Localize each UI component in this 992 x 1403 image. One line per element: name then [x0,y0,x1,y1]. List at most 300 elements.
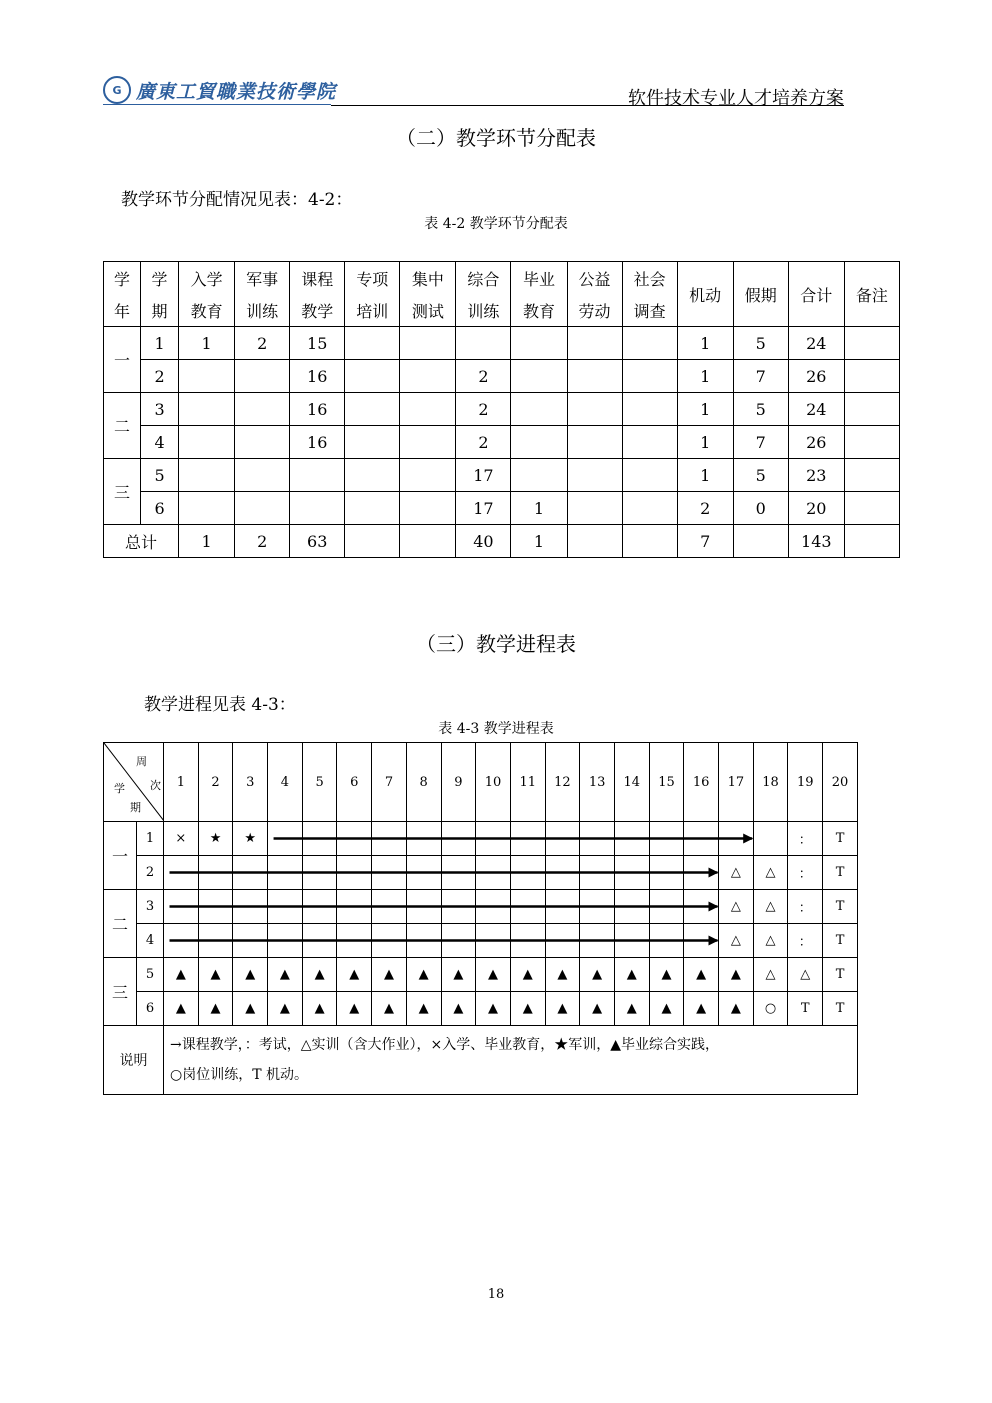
table43-week-header: 15 [649,743,684,822]
table43-term-cell: 2 [137,856,164,890]
table42-cell [567,327,622,360]
table42-cell [844,360,899,393]
table43-cell: △ [753,924,788,958]
logo-underline [103,104,331,105]
table42-header-cell: 社会 [622,262,677,295]
table43-cell [753,822,788,856]
table42-cell [345,492,400,525]
table42-cell: 16 [290,393,345,426]
table42-header-cell: 教育 [511,294,567,327]
table42-header-row-1 [104,262,900,295]
table43-cell: △ [753,958,788,992]
table42-cell [235,393,290,426]
table43-cell: △ [719,890,754,924]
table43-year-cell: 二 [104,890,137,958]
table42-cell [622,393,677,426]
table43-week-header: 12 [545,743,580,822]
table43-week-header: 4 [268,743,303,822]
table43-cell [372,822,407,856]
table42-cell [622,360,677,393]
table42-total-cell: 1 [179,525,235,558]
table42-cell [235,459,290,492]
table43-term-row [104,958,858,992]
table43-cell [302,924,337,958]
table42-caption: 表 4-2 教学环节分配表 [424,216,568,232]
table42-cell [345,327,400,360]
table42-header-cell: 备注 [844,262,899,327]
table42-cell: 2 [456,360,511,393]
table42-cell: 26 [788,426,844,459]
table43-cell: ▲ [510,992,545,1026]
page-header [103,74,844,109]
table42-cell: 1 [511,492,567,525]
table43-cell: ▲ [268,992,303,1026]
table42-cell: 1 [179,327,235,360]
table43-cell: T [823,890,858,924]
table43-cell [233,924,268,958]
table42-row [104,360,900,393]
table43-term-row [104,992,858,1026]
table42-cell [400,393,456,426]
table43-cell [268,924,303,958]
table43-term-cell: 1 [137,822,164,856]
table42-cell [622,426,677,459]
table43-cell: ▲ [302,958,337,992]
table42-cell: 2 [456,426,511,459]
table43-week-header: 8 [406,743,441,822]
table42-cell [400,327,456,360]
table43-cell [268,890,303,924]
table42-header-cell: 综合 [456,262,511,295]
table42-cell: 1 [677,426,733,459]
table43-cell [268,822,303,856]
table43-cell: ★ [233,822,268,856]
table43-cell [476,890,511,924]
table43-cell [441,856,476,890]
table43-cell [441,822,476,856]
table43-cell [164,924,199,958]
table43-cell: ▲ [302,992,337,1026]
table42-cell: 17 [456,492,511,525]
table43-cell: ▲ [476,958,511,992]
table43-cell [337,890,372,924]
table42-header-cell: 调查 [622,294,677,327]
table43-cell: ▲ [268,958,303,992]
table43-week-header: 13 [580,743,615,822]
table43-term-row [104,890,858,924]
document-title: 软件技术专业人才培养方案 [628,88,844,109]
table42-cell: 7 [733,426,788,459]
table43-cell [164,856,199,890]
table42-cell [345,459,400,492]
table42-header-cell: 年 [104,294,141,327]
table42-cell [235,492,290,525]
table43-week-header: 20 [823,743,858,822]
table42-cell: 2 [141,360,179,393]
table43-week-header: 16 [684,743,719,822]
teaching-schedule-table [103,742,858,1095]
table43-cell: ▲ [476,992,511,1026]
table43-cell: ▲ [441,992,476,1026]
table43-cell [302,822,337,856]
table42-total-cell [622,525,677,558]
table43-cell: △ [719,924,754,958]
table42-total-cell [345,525,400,558]
table43-cell: △ [719,856,754,890]
table42-total-cell [567,525,622,558]
table42-cell [511,360,567,393]
table42-cell [567,426,622,459]
table43-cell [476,924,511,958]
table43-cell: ▲ [580,958,615,992]
table42-header-cell: 学 [141,262,179,295]
table43-cell [406,924,441,958]
table43-cell [545,924,580,958]
table42-header-cell: 军事 [235,262,290,295]
table43-cell [406,856,441,890]
table42-cell: 2 [677,492,733,525]
table43-cell: ▲ [198,992,233,1026]
table43-cell [510,924,545,958]
table43-cell: ▲ [372,992,407,1026]
table42-cell: 24 [788,393,844,426]
table42-cell [511,426,567,459]
table43-cell [406,822,441,856]
table43-cell [198,924,233,958]
table43-cell [684,890,719,924]
table42-cell: 23 [788,459,844,492]
table43-cell: ▲ [164,958,199,992]
table42-header-cell: 训练 [235,294,290,327]
table43-cell: ▲ [614,992,649,1026]
table42-cell [511,327,567,360]
table43-cell: T [823,822,858,856]
table43-year-cell: 三 [104,958,137,1026]
table42-cell: 1 [141,327,179,360]
table42-cell [400,459,456,492]
table42-cell: 1 [677,327,733,360]
table43-cell [580,924,615,958]
table43-cell: ▲ [719,958,754,992]
table43-cell: ▲ [406,958,441,992]
table42-total-cell: 7 [677,525,733,558]
table42-cell [290,492,345,525]
table43-cell: △ [753,856,788,890]
table43-cell [614,890,649,924]
table42-cell: 5 [141,459,179,492]
table42-cell [511,393,567,426]
table43-term-cell: 6 [137,992,164,1026]
table43-cell: ▲ [337,992,372,1026]
table43-cell: ： [788,822,823,856]
table43-cell [441,890,476,924]
table42-total-cell [400,525,456,558]
table43-cell [684,924,719,958]
table42-total-cell: 40 [456,525,511,558]
table43-cell: ▲ [441,958,476,992]
table43-cell [233,856,268,890]
table42-header-cell: 课程 [290,262,345,295]
table42-total-cell: 63 [290,525,345,558]
table42-cell: 1 [677,393,733,426]
table43-cell: ▲ [372,958,407,992]
table42-cell [235,360,290,393]
table43-cell: ▲ [545,992,580,1026]
table43-cell: ▲ [719,992,754,1026]
table42-cell [844,393,899,426]
table43-cell: ▲ [649,992,684,1026]
table42-cell [345,393,400,426]
table43-week-header: 3 [233,743,268,822]
table42-cell [400,492,456,525]
table43-cell [233,890,268,924]
table42-cell: 0 [733,492,788,525]
table43-cell: ▲ [649,958,684,992]
table43-cell [198,890,233,924]
table43-cell [684,822,719,856]
table42-header-cell: 学 [104,262,141,295]
table42-total-cell [733,525,788,558]
table43-cell [649,924,684,958]
table42-cell: 24 [788,327,844,360]
table43-cell: △ [753,890,788,924]
table43-week-header: 5 [302,743,337,822]
table43-cell [337,924,372,958]
table42-cell [844,492,899,525]
table43-cell [580,890,615,924]
header-rule [331,105,844,106]
table42-row [104,393,900,426]
table42-cell [622,492,677,525]
table43-cell: ▲ [545,958,580,992]
table43-cell: ▲ [233,992,268,1026]
corner-week-2: 次 [150,779,161,792]
table42-header-cell: 专项 [345,262,400,295]
table42-header-cell: 合计 [788,262,844,327]
table43-cell [476,856,511,890]
table42-row [104,426,900,459]
table43-cell: ▲ [337,958,372,992]
table43-cell: ○ [753,992,788,1026]
teaching-allocation-table [103,261,900,558]
table43-cell [545,822,580,856]
table43-cell [684,856,719,890]
table43-cell: ▲ [684,958,719,992]
table42-cell: 1 [677,459,733,492]
table42-header-cell: 公益 [567,262,622,295]
table42-cell: 2 [235,327,290,360]
table43-cell: ： [788,890,823,924]
table43-week-header: 10 [476,743,511,822]
table43-cell [372,924,407,958]
table42-header-cell: 培训 [345,294,400,327]
table42-cell: 5 [733,459,788,492]
table43-term-row [104,856,858,890]
table42-row [104,459,900,492]
table43-cell: ▲ [614,958,649,992]
table42-header-cell: 教育 [179,294,235,327]
table42-cell: 16 [290,426,345,459]
table42-cell [567,360,622,393]
table42-header-cell: 机动 [677,262,733,327]
section3-title: （三）教学进程表 [416,632,576,656]
table42-header-cell: 入学 [179,262,235,295]
table43-term-row [104,822,858,856]
table42-cell: 20 [788,492,844,525]
table42-cell [622,327,677,360]
table43-cell [476,822,511,856]
table43-cell [545,856,580,890]
table43-term-cell: 4 [137,924,164,958]
table42-cell: 15 [290,327,345,360]
table43-term-cell: 5 [137,958,164,992]
table42-cell [179,360,235,393]
table43-cell: T [823,856,858,890]
table42-cell: 1 [677,360,733,393]
corner-term-1: 学 [114,782,125,795]
table43-cell [337,856,372,890]
table43-week-header: 14 [614,743,649,822]
table42-cell: 16 [290,360,345,393]
table42-total-cell: 2 [235,525,290,558]
table43-cell [406,890,441,924]
table43-cell [337,822,372,856]
table43-week-header: 11 [510,743,545,822]
school-emblem-icon: G [103,76,131,104]
section2-title: （二）教学环节分配表 [396,126,596,150]
table42-total-cell [844,525,899,558]
table42-total-cell: 1 [511,525,567,558]
table42-cell [622,459,677,492]
table43-header-row [104,743,858,822]
table43-cell: ▲ [684,992,719,1026]
table42-cell: 5 [733,327,788,360]
table43-cell: ▲ [198,958,233,992]
table42-cell [290,459,345,492]
table43-cell: ▲ [164,992,199,1026]
table43-week-header: 18 [753,743,788,822]
table42-cell [235,426,290,459]
table43-term-cell: 3 [137,890,164,924]
table42-header-cell: 毕业 [511,262,567,295]
table42-header-cell: 教学 [290,294,345,327]
table42-header-cell: 测试 [400,294,456,327]
table42-cell: 2 [456,393,511,426]
page-number: 18 [487,1287,505,1302]
table43-cell: ▲ [510,958,545,992]
table42-cell: 6 [141,492,179,525]
table42-total-label: 总计 [104,525,179,558]
table42-cell [179,393,235,426]
table42-cell: 5 [733,393,788,426]
table42-cell [179,459,235,492]
table42-cell: 3 [141,393,179,426]
school-name: 廣東工貿職業技術學院 [136,80,337,103]
table42-cell [567,492,622,525]
school-logo [103,76,336,104]
table42-row [104,492,900,525]
table43-term-row [104,924,858,958]
table43-cell [580,856,615,890]
table42-cell [844,459,899,492]
table43-note-text [164,1026,858,1095]
table42-cell [179,492,235,525]
table43-cell [719,822,754,856]
table43-cell: ▲ [406,992,441,1026]
table43-cell [649,856,684,890]
table42-header-cell: 假期 [733,262,788,327]
table43-cell: × [164,822,199,856]
table42-cell [179,426,235,459]
table42-header-cell: 劳动 [567,294,622,327]
corner-week-1: 周 [136,755,147,768]
table43-week-header: 1 [164,743,199,822]
table42-cell [456,327,511,360]
table42-row [104,327,900,360]
table42-year-cell: 二 [104,393,141,459]
table42-total-row [104,525,900,558]
table43-cell [580,822,615,856]
table43-week-header: 19 [788,743,823,822]
table42-cell [844,327,899,360]
table42-year-cell: 三 [104,459,141,525]
table43-year-cell: 一 [104,822,137,890]
table42-cell: 26 [788,360,844,393]
table42-header-cell: 训练 [456,294,511,327]
table43-cell: ▲ [233,958,268,992]
table43-cell: T [788,992,823,1026]
table43-note-row [104,1026,858,1095]
table43-cell [614,822,649,856]
table43-cell [510,890,545,924]
table43-cell [302,890,337,924]
table42-cell: 7 [733,360,788,393]
table43-caption: 表 4-3 教学进程表 [438,721,554,737]
table43-week-header: 9 [441,743,476,822]
table42-cell [567,459,622,492]
table43-week-header: 2 [198,743,233,822]
table43-cell [510,856,545,890]
table42-total-cell: 143 [788,525,844,558]
table42-cell: 4 [141,426,179,459]
table43-cell: T [823,992,858,1026]
table42-header-cell: 期 [141,294,179,327]
table43-week-header: 17 [719,743,754,822]
table42-cell [511,459,567,492]
table42-cell: 17 [456,459,511,492]
table43-corner-cell [104,743,164,822]
legend-line-2: ○岗位训练，T 机动。 [170,1067,309,1083]
table42-cell [844,426,899,459]
table43-cell: △ [788,958,823,992]
section2-intro: 教学环节分配情况见表：4-2： [121,190,353,210]
table42-cell [345,426,400,459]
table42-cell [567,393,622,426]
table43-cell: ： [788,856,823,890]
table43-cell [198,856,233,890]
table43-cell [545,890,580,924]
table43-cell [649,890,684,924]
table43-week-header: 7 [372,743,407,822]
table43-cell [614,924,649,958]
table43-cell [302,856,337,890]
table43-cell [268,856,303,890]
table42-header-cell: 集中 [400,262,456,295]
table43-cell: ▲ [580,992,615,1026]
table43-cell [510,822,545,856]
section3-intro: 教学进程见表 4-3： [144,695,296,715]
table43-note-label: 说明 [104,1026,164,1095]
